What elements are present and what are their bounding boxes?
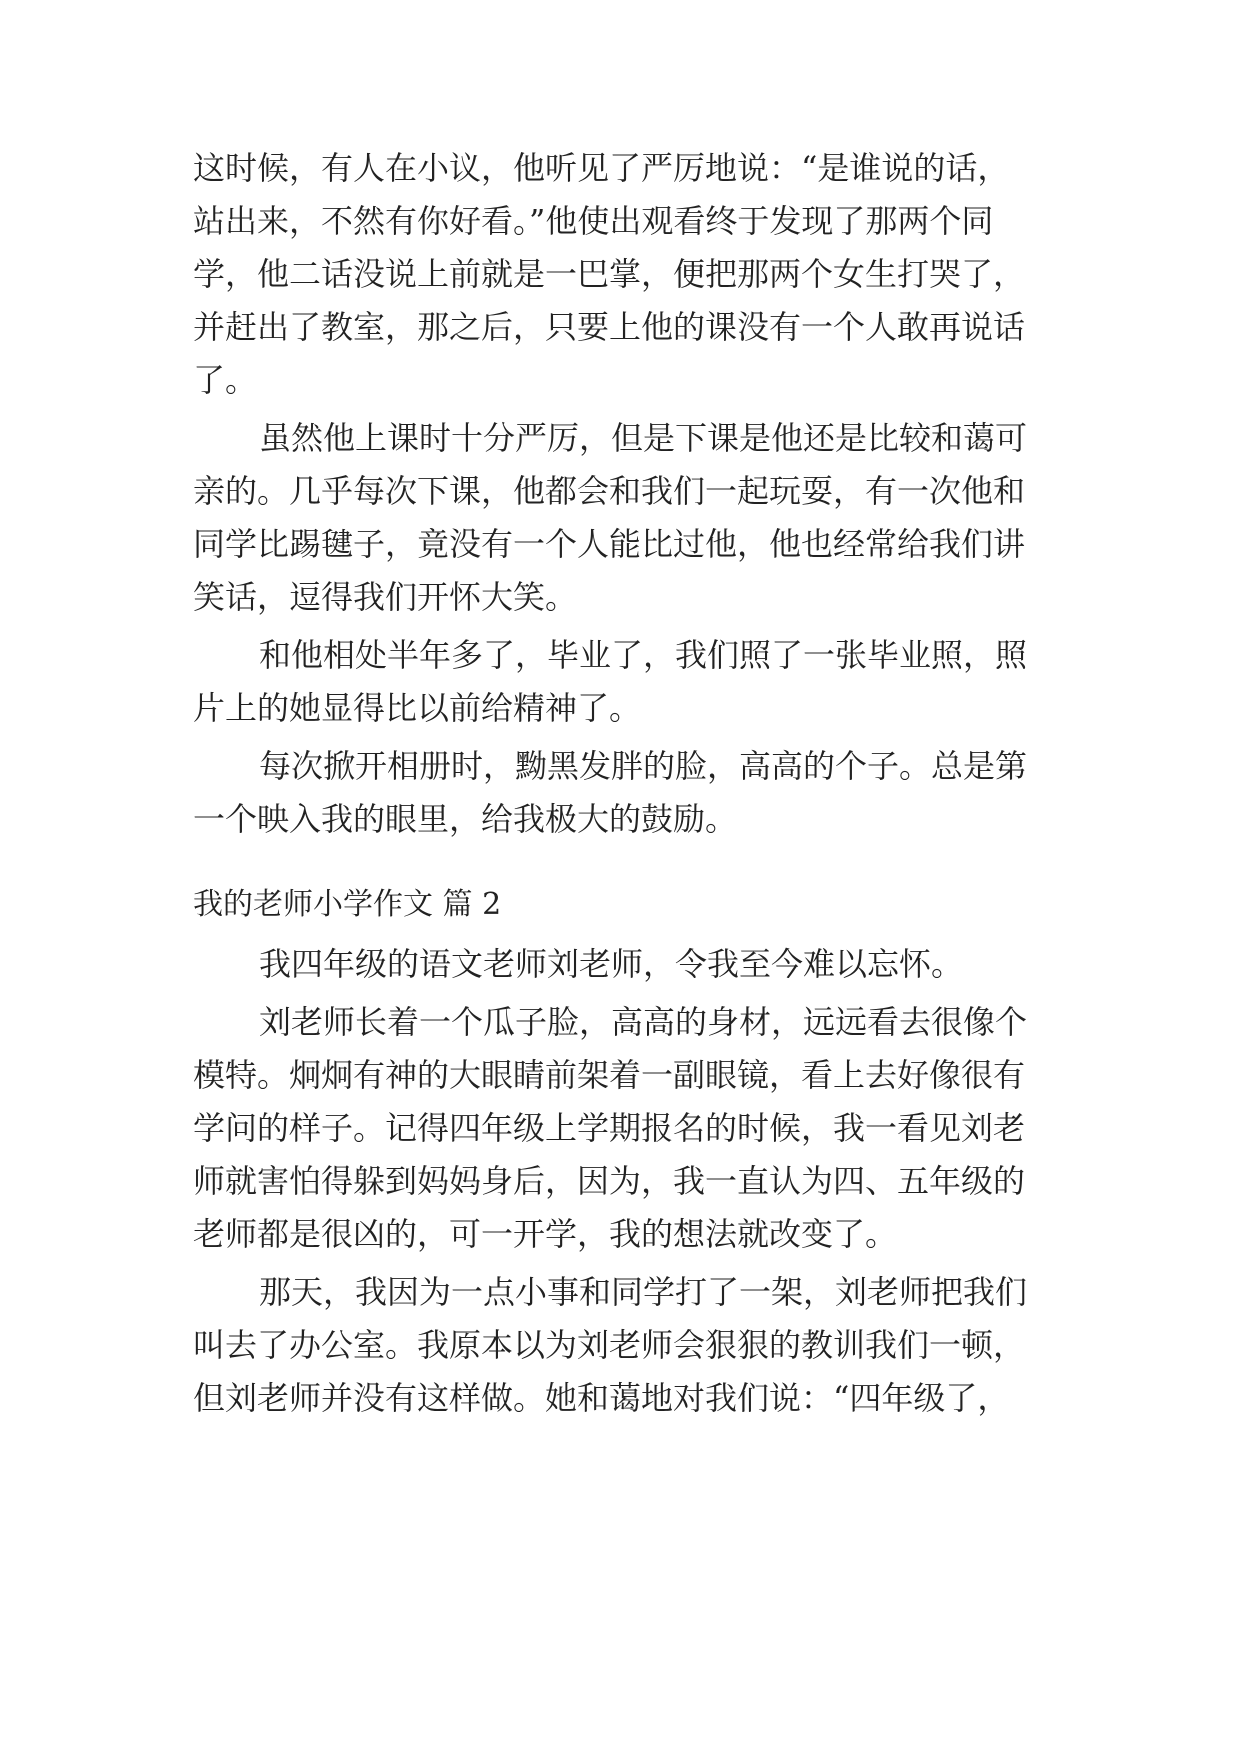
paragraph-line: 虽然他上课时十分严厉，但是下课是他还是比较和蔼可 — [259, 419, 1028, 457]
paragraph-line: 刘老师长着一个瓜子脸，高高的身材，远远看去很像个 — [259, 1003, 1028, 1041]
paragraph-line: 这时候，有人在小议，他听见了严厉地说：“是谁说的话， — [193, 149, 1010, 187]
paragraph-line: 片上的她显得比以前给精神了。 — [193, 689, 642, 727]
paragraph-line: 亲的。几乎每次下课，他都会和我们一起玩耍，有一次他和 — [193, 472, 1026, 510]
paragraph-line: 师就害怕得躲到妈妈身后，因为，我一直认为四、五年级的 — [193, 1162, 1026, 1200]
paragraph-line: 和他相处半年多了，毕业了，我们照了一张毕业照，照 — [259, 636, 1028, 674]
paragraph-line: 我四年级的语文老师刘老师，令我至今难以忘怀。 — [259, 945, 964, 983]
paragraph-line: 了。 — [193, 361, 258, 399]
paragraph-line: 叫去了办公室。我原本以为刘老师会狠狠的教训我们一顿， — [193, 1326, 1026, 1364]
paragraph-line: 笑话，逗得我们开怀大笑。 — [193, 578, 578, 616]
paragraph-line: 但刘老师并没有这样做。她和蔼地对我们说：“四年级了， — [193, 1379, 1010, 1417]
paragraph-line: 每次掀开相册时，黝黑发胖的脸，高高的个子。总是第 — [259, 747, 1028, 785]
section-heading: 我的老师小学作文 篇 2 — [193, 887, 502, 922]
paragraph-line: 学问的样子。记得四年级上学期报名的时候，我一看见刘老 — [193, 1109, 1026, 1147]
paragraph-line: 并赶出了教室，那之后，只要上他的课没有一个人敢再说话 — [193, 308, 1026, 346]
paragraph-line: 那天，我因为一点小事和同学打了一架，刘老师把我们 — [259, 1273, 1028, 1311]
paragraph-line: 一个映入我的眼里，给我极大的鼓励。 — [193, 800, 738, 838]
paragraph-line: 站出来，不然有你好看。”他使出观看终于发现了那两个同 — [193, 202, 994, 240]
paragraph-line: 模特。炯炯有神的大眼睛前架着一副眼镜，看上去好像很有 — [193, 1056, 1026, 1094]
paragraph-line: 同学比踢毽子，竟没有一个人能比过他，他也经常给我们讲 — [193, 525, 1026, 563]
paragraph-line: 老师都是很凶的，可一开学，我的想法就改变了。 — [193, 1215, 898, 1253]
paragraph-line: 学，他二话没说上前就是一巴掌，便把那两个女生打哭了， — [193, 255, 1026, 293]
